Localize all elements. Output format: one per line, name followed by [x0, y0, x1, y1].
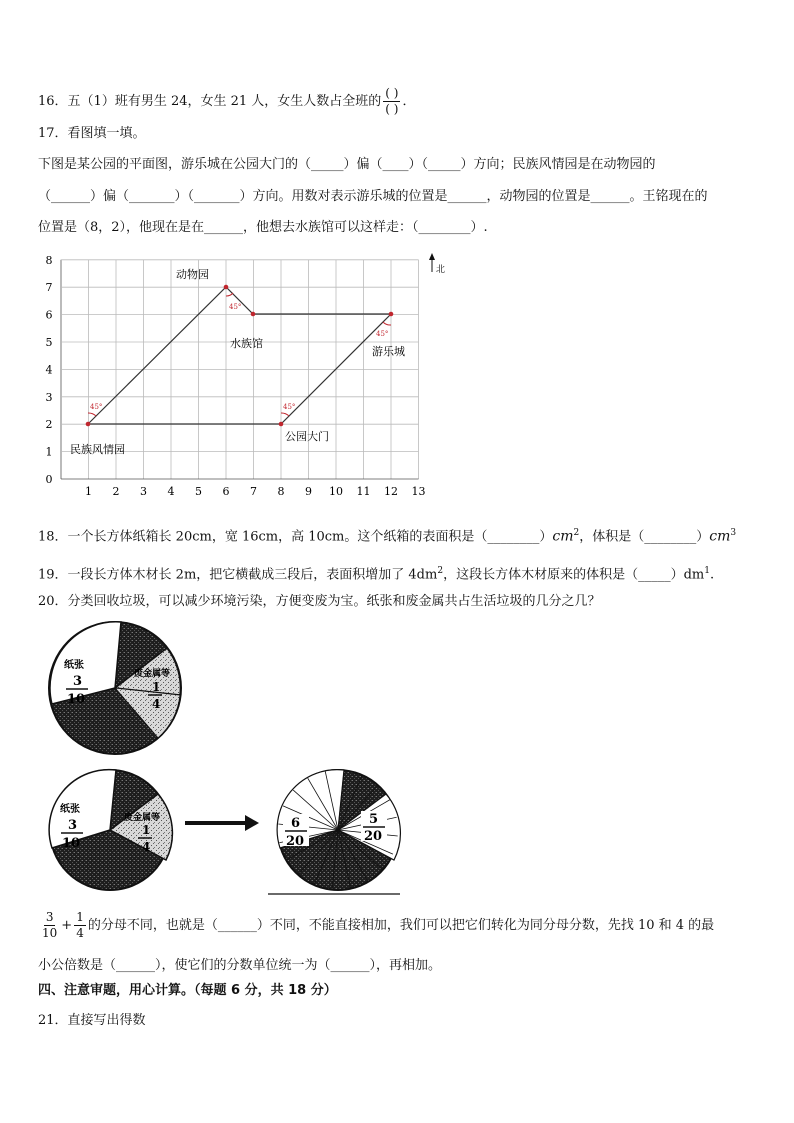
- question-20: 20．分类回收垃圾，可以减少环境污染，方便变废为宝。纸张和废金属共占生活垃圾的几分之几？: [38, 594, 601, 609]
- x-tick-label: 11: [356, 485, 371, 498]
- x-tick-label: 6: [222, 485, 230, 498]
- y-tick-label: 2: [45, 418, 53, 432]
- pie3-a-num: 6: [291, 816, 301, 831]
- q19-end: .: [709, 567, 715, 583]
- question-17-title: 17．看图填一填。: [38, 126, 146, 141]
- question-20-explanation: [38, 910, 714, 941]
- q16-frac-num: ( ): [385, 86, 399, 100]
- y-tick-label: 0: [45, 473, 53, 486]
- q20b-f1-num: 3: [45, 910, 54, 924]
- pie2-paper-den: 10: [62, 836, 81, 851]
- question-17-line2: （______）偏（_______）（_______）方向。用数对表示游乐城的位置是______，动物园的位置是______。王铭现在的: [38, 189, 708, 204]
- q20b-f2-num: 1: [76, 910, 84, 924]
- q16-fraction: [383, 86, 400, 117]
- angle-label-amusement: 45°: [376, 330, 389, 338]
- q18-exp2: 3: [730, 528, 737, 538]
- question-17-line3: 位置是（8，2），他现在是在______，他想去水族馆可以这样走：（________）.: [38, 220, 488, 235]
- park-map: [30, 250, 450, 500]
- question-16: [38, 86, 416, 117]
- question-21: 21．直接写出得数: [38, 1013, 146, 1028]
- label-amusement: 游乐城: [372, 345, 405, 358]
- q16-frac-den: ( ): [385, 102, 399, 116]
- pie-chart-3: [268, 768, 418, 898]
- angle-arc-amusement: [383, 322, 391, 325]
- q16-end: ．: [402, 94, 416, 109]
- label-gate: 公园大门: [285, 430, 329, 443]
- label-aquarium: 水族馆: [230, 337, 263, 350]
- x-tick-label: 4: [167, 485, 175, 498]
- x-tick-label: 2: [112, 485, 120, 498]
- q20b-frac1: [40, 910, 59, 941]
- q20b-f1-den: 10: [42, 926, 58, 940]
- y-tick-label: 3: [45, 390, 53, 404]
- y-tick-label: 6: [45, 308, 53, 322]
- pie3-b-den: 20: [364, 829, 383, 844]
- point-gate: [279, 422, 284, 427]
- angle-arc-gate: [281, 413, 289, 416]
- x-tick-label: 5: [195, 485, 202, 498]
- angle-label-ethnic: 45°: [90, 403, 103, 411]
- x-tick-label: 1: [85, 485, 92, 498]
- q18-exp1: 2: [573, 528, 580, 538]
- pie3-a-den: 20: [286, 834, 305, 849]
- transform-arrow: [183, 813, 263, 833]
- question-19: [38, 562, 714, 584]
- angle-label-zoo: 45°: [229, 303, 242, 311]
- angle-arc-ethnic: [88, 413, 96, 416]
- q19-rest: ，这段长方体木材原来的体积是（_____）dm: [443, 567, 705, 583]
- pie1-metal-den: 4: [152, 697, 161, 711]
- pie2-metal-label: 废金属等: [124, 813, 161, 823]
- north-arrow-head: [429, 253, 435, 260]
- pie1-metal-num: 1: [152, 680, 161, 694]
- q20b-f2-den: 4: [76, 926, 84, 940]
- pie1-paper-num: 3: [73, 674, 83, 689]
- q19-exp: 2: [437, 566, 444, 576]
- q20b-frac2: [74, 910, 86, 941]
- y-tick-label: 5: [45, 336, 53, 349]
- point-aquarium: [251, 312, 256, 317]
- pie2-metal-den: 4: [142, 840, 151, 854]
- pie1-metal-label: 废金属等: [134, 669, 171, 679]
- pie-chart-2: [38, 768, 188, 898]
- y-axis-ticks: [46, 254, 53, 486]
- point-zoo: [224, 285, 229, 290]
- q16-text: 16．五（1）班有男生 24，女生 21 人，女生人数占全班的: [38, 94, 382, 109]
- label-ethnic: 民族风情园: [70, 443, 125, 456]
- q18-mid: ，体积是（________）: [579, 529, 710, 545]
- angle-label-gate: 45°: [283, 403, 296, 411]
- x-tick-label: 7: [250, 485, 257, 498]
- x-tick-label: 12: [384, 485, 398, 498]
- q19-exp2: 1: [704, 566, 710, 576]
- section-4-heading: 四、注意审题，用心计算。（每题 6 分，共 18 分）: [38, 983, 337, 998]
- pie2-metal-num: 1: [142, 823, 151, 837]
- pie1-paper-label: 纸张: [64, 660, 84, 671]
- q20b-plus: +: [61, 918, 73, 933]
- angle-arc-zoo: [226, 293, 233, 296]
- point-amusement: [389, 312, 394, 317]
- q18-unit2: cm: [709, 528, 731, 545]
- q20b-line1: 的分母不同，也就是（______）不同，不能直接相加，我们可以把它们转化为同分母分数，先找 10 和 4 的最: [87, 918, 715, 933]
- x-tick-label: 9: [305, 485, 312, 498]
- x-tick-label: 8: [277, 485, 285, 498]
- x-tick-label: 13: [411, 485, 426, 498]
- y-tick-label: 4: [45, 363, 53, 377]
- pie1-paper-den: 10: [67, 692, 86, 707]
- pie-chart-1: [40, 620, 190, 760]
- north-label: 北: [436, 265, 446, 275]
- label-zoo: 动物园: [176, 268, 209, 281]
- q18-unit1: cm: [552, 528, 574, 545]
- pie3-b-num: 5: [369, 812, 379, 827]
- y-tick-label: 8: [45, 253, 53, 267]
- x-axis-ticks: [85, 485, 426, 498]
- question-20-explanation-line2: 小公倍数是（______），使它们的分数单位统一为（______），再相加。: [38, 958, 442, 973]
- question-17-line1: 下图是某公园的平面图，游乐城在公园大门的（_____）偏（____）（_____）方向；民族风情园是在动物园的: [38, 157, 656, 172]
- pie2-paper-label: 纸张: [60, 804, 80, 815]
- point-ethnic: [86, 422, 91, 427]
- pie2-paper-num: 3: [68, 818, 78, 833]
- y-tick-label: 7: [45, 281, 53, 295]
- question-18: [38, 524, 736, 546]
- x-tick-label: 10: [329, 485, 343, 498]
- q19-text: 19．一段长方体木材长 2m，把它横截成三段后，表面积增加了 4dm: [38, 567, 438, 583]
- y-tick-label: 1: [45, 445, 53, 459]
- x-tick-label: 3: [140, 485, 147, 498]
- q18-text: 18．一个长方体纸箱长 20cm，宽 16cm，高 10cm。这个纸箱的表面积是（________）: [38, 529, 553, 545]
